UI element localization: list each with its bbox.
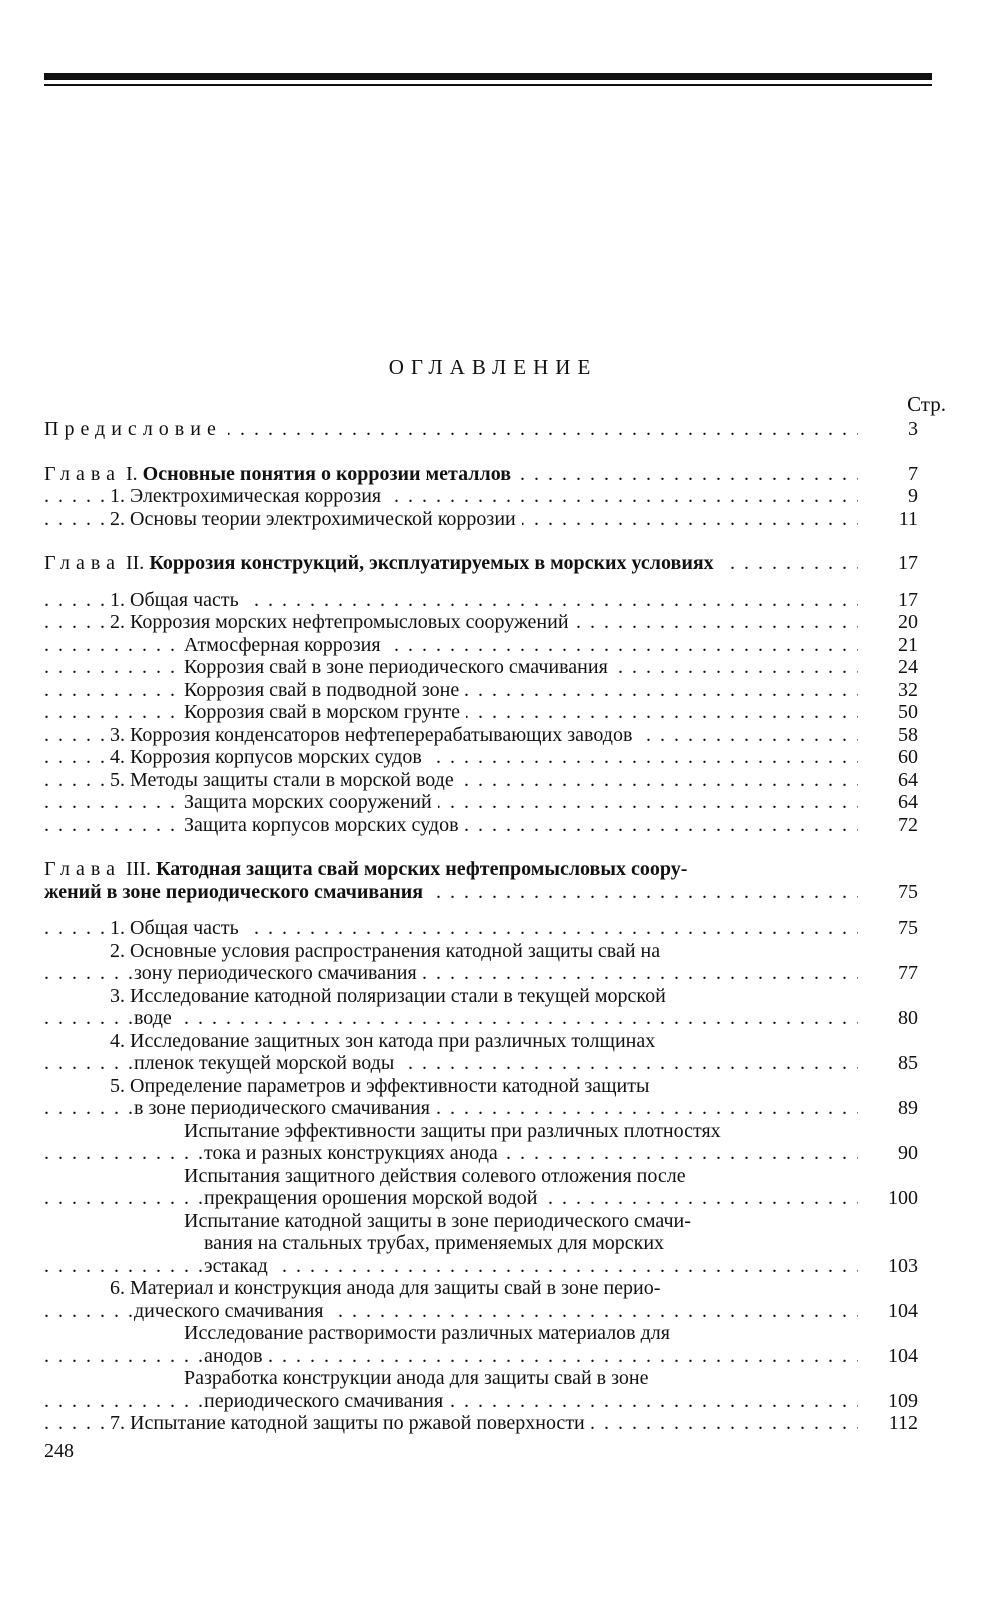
toc-ch3-item-1-row-page: 75: [898, 917, 918, 939]
toc-ch3-item-9[interactable]: [44, 1277, 944, 1322]
top-rule-thick: [44, 73, 932, 80]
toc-ch3-item-2[interactable]: [44, 940, 944, 985]
toc-ch2-item-11[interactable]: [44, 814, 944, 837]
toc-ch3-item-12-row-page: 112: [888, 1412, 918, 1434]
toc-ch3-item-8-page: 103: [888, 1254, 918, 1277]
toc-ch3-item-12[interactable]: [44, 1412, 944, 1435]
toc-ch2-item-2[interactable]: [44, 611, 944, 634]
toc-ch3-item-10-page: 104: [888, 1344, 918, 1367]
toc-ch3-item-2-line2: зону периодического смачивания: [134, 962, 423, 984]
toc-ch2-item-6-page: 50: [898, 701, 918, 723]
toc-ch3-item-8-line1b: вания на стальных трубах, применяемых для морских: [204, 1232, 665, 1254]
toc-ch3-item-12-row-label: 7. Испытание катодной защиты по ржавой поверхности: [110, 1412, 591, 1434]
toc-ch1-item-1[interactable]: [44, 485, 944, 508]
toc-ch2-item-10-page: 64: [898, 791, 918, 813]
toc-ch1-item-1-label: 1. Электрохимическая коррозия: [110, 485, 387, 507]
toc-ch3-item-1[interactable]: [44, 917, 944, 940]
toc-ch3-item-3-page: 80: [898, 1007, 918, 1029]
toc-ch3-item-5-line2: в зоне периодического смачивания: [134, 1097, 436, 1119]
toc-chapter-1[interactable]: Глава I. Основные понятия о коррозии металлов . . . 7: [44, 463, 944, 486]
toc-ch3-item-5-line1: 5. Определение параметров и эффективности катодной защиты: [110, 1074, 650, 1097]
toc-ch3-item-2-page: 77: [898, 962, 918, 984]
toc-ch2-item-9-page: 64: [898, 768, 918, 791]
toc-ch2-item-6[interactable]: [44, 701, 944, 724]
toc-ch2-item-1-page: 17: [898, 588, 918, 611]
toc-ch2-item-9-label: 5. Методы защиты стали в морской воде: [110, 769, 460, 791]
toc-chapter-2[interactable]: Глава II. Коррозия конструкций, эксплуатируемых в морских условиях . . . 17: [44, 552, 944, 575]
toc-ch2-item-2-label: 2. Коррозия морских нефтепромысловых сооружений: [110, 611, 575, 633]
toc-ch2-item-11-page: 72: [898, 813, 918, 836]
toc-ch2-item-10-label: Защита морских сооружений: [184, 791, 438, 813]
toc-ch3-item-6-page: 90: [898, 1142, 918, 1164]
toc-ch2-item-4[interactable]: [44, 656, 944, 679]
toc-ch3-item-7-page: 100: [888, 1187, 918, 1209]
toc-entry-preface[interactable]: Предисловие . . . 3: [44, 418, 944, 441]
toc-ch3-item-8-line2: эстакад: [204, 1255, 274, 1277]
toc-ch3-item-12-row[interactable]: [44, 1412, 944, 1435]
toc-ch3-item-10-line1: Исследование растворимости различных материалов для: [184, 1322, 670, 1344]
toc-ch3-item-10[interactable]: [44, 1322, 944, 1367]
toc-ch1-item-1-page: 9: [908, 485, 918, 507]
toc-ch3-item-6-line1: Испытание эффективности защиты при различных плотностях: [184, 1119, 721, 1142]
toc-ch3-item-8[interactable]: [44, 1210, 944, 1278]
toc-ch1-item-2[interactable]: [44, 508, 944, 531]
toc-ch2-item-8-page: 60: [898, 746, 918, 768]
toc-ch3-item-6[interactable]: [44, 1120, 944, 1165]
toc-ch2-item-5-page: 32: [898, 678, 918, 701]
toc-ch3-item-7[interactable]: [44, 1165, 944, 1210]
toc-ch2-item-7-page: 58: [898, 723, 918, 746]
toc-ch2-item-6-label: Коррозия свай в морском грунте: [184, 701, 466, 723]
toc-ch3-item-6-line2: тока и разных конструкциях анода: [204, 1142, 504, 1164]
toc-ch3-item-8-line1: Испытание катодной защиты в зоне периодического смачи-: [184, 1209, 691, 1232]
toc-ch2-item-4-page: 24: [898, 656, 918, 678]
toc-ch3-item-4-page: 85: [898, 1052, 918, 1074]
toc-ch2-item-7-label: 3. Коррозия конденсаторов нефтеперерабатывающих заводов: [110, 724, 638, 746]
toc-ch3-item-9-page: 104: [888, 1299, 918, 1322]
toc-ch2-item-1[interactable]: [44, 589, 944, 612]
toc-ch2-item-5-label: Коррозия свай в подводной зоне: [184, 679, 465, 701]
toc-ch3-item-4-line2: пленок текущей морской воды: [134, 1052, 400, 1074]
toc-ch2-item-2-page: 20: [898, 611, 918, 633]
toc-heading: ОГЛАВЛЕНИЕ: [388, 355, 598, 379]
toc-ch3-item-11-page: 109: [888, 1389, 918, 1412]
toc-ch2-item-3-label: Атмосферная коррозия: [184, 634, 387, 656]
toc-ch3-item-11[interactable]: [44, 1367, 944, 1412]
toc-ch3-item-4[interactable]: [44, 1030, 944, 1075]
toc-ch1-item-2-page: 11: [898, 507, 918, 530]
toc-ch2-item-9[interactable]: [44, 769, 944, 792]
toc-ch1-item-2-label: 2. Основы теории электрохимической коррозии: [110, 508, 522, 530]
toc-ch2-item-11-label: Защита корпусов морских судов: [184, 814, 465, 836]
toc-ch2-item-4-label: Коррозия свай в зоне периодического смачивания: [184, 656, 614, 678]
toc-ch3-item-11-line1: Разработка конструкции анода для защиты свай в зоне: [184, 1367, 649, 1389]
toc-ch3-item-4-line1: 4. Исследование защитных зон катода при различных толщинах: [110, 1029, 656, 1052]
toc-ch2-item-3[interactable]: [44, 634, 944, 657]
toc-ch3-item-1-row-label: 1. Общая часть: [110, 917, 245, 939]
top-rule-thin: [44, 84, 932, 86]
toc-ch2-item-1-label: 1. Общая часть: [110, 589, 245, 611]
toc-ch3-item-3-line2: воде: [134, 1007, 178, 1029]
toc-ch2-item-8-label: 4. Коррозия корпусов морских судов: [110, 746, 428, 768]
toc-ch3-item-11-line2: периодического смачивания: [204, 1390, 449, 1412]
toc-ch2-item-7[interactable]: [44, 724, 944, 747]
table-of-contents: [44, 418, 944, 1435]
toc-ch2-item-3-page: 21: [898, 633, 918, 656]
toc-ch2-item-10[interactable]: [44, 791, 944, 814]
page-number: 248: [44, 1440, 74, 1462]
toc-ch3-item-10-line2: анодов: [204, 1345, 269, 1367]
toc-ch3-item-2-line1: 2. Основные условия распространения катодной защиты свай на: [110, 939, 661, 962]
toc-ch3-item-7-line2: прекращения орошения морской водой: [204, 1187, 544, 1209]
toc-ch3-item-1-row[interactable]: [44, 917, 944, 940]
toc-ch2-item-8[interactable]: [44, 746, 944, 769]
toc-ch3-item-3-line1: 3. Исследование катодной поляризации стали в текущей морской: [110, 984, 666, 1007]
toc-ch3-item-9-line2: дического смачивания: [134, 1300, 330, 1322]
toc-ch3-item-3[interactable]: [44, 985, 944, 1030]
page-column-label: Стр.: [907, 392, 946, 416]
toc-chapter-3[interactable]: Глава III. Катодная защита свай морских нефтепромысловых соору- жений в зоне периодического смачивания . . . 75: [44, 858, 944, 903]
toc-ch2-item-5[interactable]: [44, 679, 944, 702]
toc-ch3-item-5-page: 89: [898, 1097, 918, 1119]
toc-ch3-item-5[interactable]: [44, 1075, 944, 1120]
toc-ch3-item-7-line1: Испытания защитного действия солевого отложения после: [184, 1164, 686, 1187]
toc-ch3-item-9-line1: 6. Материал и конструкция анода для защиты свай в зоне перио-: [110, 1277, 661, 1299]
